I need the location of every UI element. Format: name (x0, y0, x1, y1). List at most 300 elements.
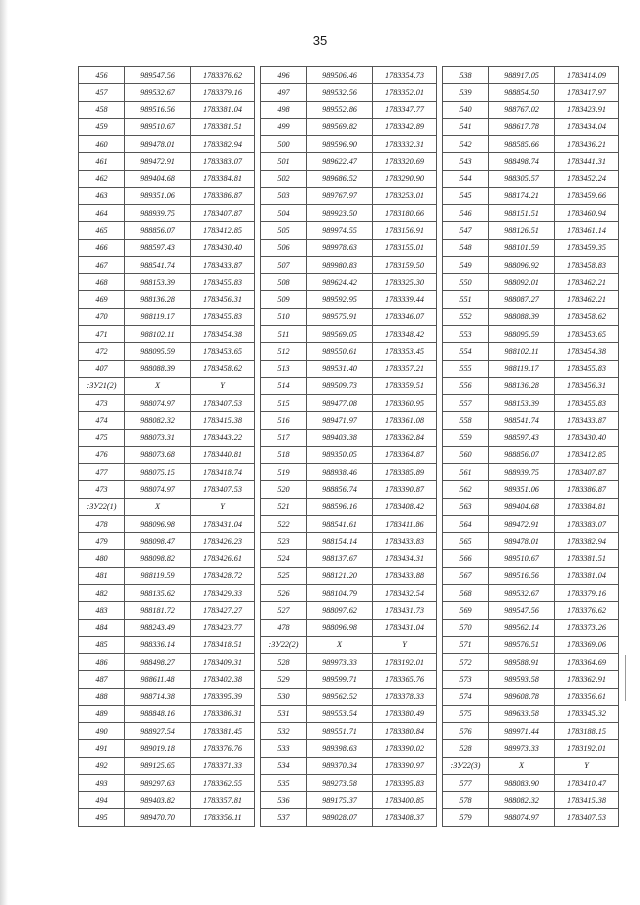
point-number-cell: 485 (79, 636, 125, 653)
table-row (79, 688, 255, 705)
point-number-cell: 482 (79, 584, 125, 601)
x-coordinate-cell: 988854.50 (489, 84, 555, 101)
table-row (79, 67, 255, 84)
x-coordinate-cell: 988126.51 (489, 222, 555, 239)
table-row (79, 481, 255, 498)
x-coordinate-cell: 988336.14 (125, 636, 191, 653)
y-coordinate-cell: 1783383.07 (555, 515, 619, 532)
table-row (261, 274, 437, 291)
point-number-cell: 467 (79, 256, 125, 273)
y-coordinate-cell: 1783426.23 (191, 533, 255, 550)
table-row (443, 705, 619, 722)
point-number-cell: 491 (79, 740, 125, 757)
x-coordinate-cell: 988136.28 (125, 291, 191, 308)
table-row (79, 187, 255, 204)
x-coordinate-cell: 988088.39 (489, 308, 555, 325)
y-coordinate-cell: 1783411.86 (373, 515, 437, 532)
table-row (261, 619, 437, 636)
y-coordinate-cell: 1783380.49 (373, 705, 437, 722)
table-row (261, 688, 437, 705)
y-coordinate-cell: 1783431.04 (191, 515, 255, 532)
x-coordinate-cell: 988305.57 (489, 170, 555, 187)
x-coordinate-cell: 989532.67 (125, 84, 191, 101)
y-coordinate-cell: 1783458.62 (555, 308, 619, 325)
table-row (79, 774, 255, 791)
x-coordinate-cell: 988597.43 (489, 429, 555, 446)
x-coordinate-cell: 988119.17 (125, 308, 191, 325)
table-row (443, 170, 619, 187)
table-row (261, 118, 437, 135)
y-coordinate-cell: 1783339.44 (373, 291, 437, 308)
table-row (79, 619, 255, 636)
y-coordinate-cell: 1783376.62 (555, 602, 619, 619)
y-coordinate-cell: 1783433.87 (191, 256, 255, 273)
x-coordinate-cell: 989477.08 (307, 395, 373, 412)
table-row (261, 809, 437, 826)
point-number-cell: 478 (79, 515, 125, 532)
table-row (79, 792, 255, 809)
table-row (261, 550, 437, 567)
x-coordinate-cell: 988098.82 (125, 550, 191, 567)
point-number-cell: 506 (261, 239, 307, 256)
point-number-cell: 525 (261, 567, 307, 584)
table-row (261, 343, 437, 360)
y-coordinate-cell: 1783462.21 (555, 274, 619, 291)
x-coordinate-cell: 989516.56 (489, 567, 555, 584)
point-number-cell: 457 (79, 84, 125, 101)
table-row (443, 688, 619, 705)
point-number-cell: 474 (79, 412, 125, 429)
x-coordinate-cell: 988848.16 (125, 705, 191, 722)
point-number-cell: 511 (261, 325, 307, 342)
y-coordinate-cell: 1783440.81 (191, 446, 255, 463)
point-number-cell: 487 (79, 671, 125, 688)
table-row (79, 757, 255, 774)
table-row (79, 705, 255, 722)
point-number-cell: 509 (261, 291, 307, 308)
x-coordinate-cell: 988082.32 (489, 792, 555, 809)
point-number-cell: 568 (443, 584, 489, 601)
point-number-cell: 576 (443, 723, 489, 740)
table-row (261, 84, 437, 101)
y-coordinate-cell: 1783385.89 (373, 464, 437, 481)
point-number-cell: 573 (443, 671, 489, 688)
y-coordinate-cell: 1783345.32 (555, 705, 619, 722)
point-number-cell: 569 (443, 602, 489, 619)
y-coordinate-cell: 1783441.31 (555, 153, 619, 170)
point-number-cell: 496 (261, 67, 307, 84)
point-number-cell: 578 (443, 792, 489, 809)
y-coordinate-cell: 1783382.94 (191, 136, 255, 153)
x-coordinate-cell: 989297.63 (125, 774, 191, 791)
table-row (79, 584, 255, 601)
table-row (79, 671, 255, 688)
table-row (79, 723, 255, 740)
point-number-cell: 473 (79, 481, 125, 498)
point-number-cell: 574 (443, 688, 489, 705)
table-row (79, 239, 255, 256)
x-coordinate-cell: 988856.07 (489, 446, 555, 463)
x-coordinate-cell: 988939.75 (125, 205, 191, 222)
y-coordinate-cell: 1783462.21 (555, 291, 619, 308)
table-row (443, 291, 619, 308)
y-coordinate-cell: 1783386.31 (191, 705, 255, 722)
table-row (443, 619, 619, 636)
table-row (79, 533, 255, 550)
y-coordinate-cell: 1783433.88 (373, 567, 437, 584)
y-coordinate-cell: 1783180.66 (373, 205, 437, 222)
point-number-cell: 563 (443, 498, 489, 515)
y-coordinate-cell: 1783395.83 (373, 774, 437, 791)
y-coordinate-cell: 1783423.91 (555, 101, 619, 118)
table-row (79, 325, 255, 342)
point-number-cell: 507 (261, 256, 307, 273)
y-coordinate-cell: 1783376.76 (191, 740, 255, 757)
point-number-cell: 520 (261, 481, 307, 498)
x-coordinate-cell: 989622.47 (307, 153, 373, 170)
point-number-cell: 539 (443, 84, 489, 101)
point-number-cell: 484 (79, 619, 125, 636)
table-row (443, 136, 619, 153)
x-coordinate-cell: 989532.56 (307, 84, 373, 101)
y-coordinate-cell: 1783453.65 (555, 325, 619, 342)
table-row (443, 412, 619, 429)
table-row (79, 654, 255, 671)
table-row (79, 274, 255, 291)
point-number-cell: 461 (79, 153, 125, 170)
point-number-cell: 557 (443, 395, 489, 412)
table-row (79, 412, 255, 429)
table-row (443, 515, 619, 532)
x-coordinate-cell: 988617.78 (489, 118, 555, 135)
table-row (443, 774, 619, 791)
point-number-cell: 458 (79, 101, 125, 118)
y-coordinate-cell: 1783407.87 (555, 464, 619, 481)
table-row (79, 740, 255, 757)
table-row (261, 446, 437, 463)
y-coordinate-cell: 1783458.83 (555, 256, 619, 273)
x-coordinate-cell: 989472.91 (125, 153, 191, 170)
y-coordinate-cell: 1783412.85 (555, 446, 619, 463)
table-row (261, 723, 437, 740)
table-row (443, 464, 619, 481)
x-coordinate-cell: 989019.18 (125, 740, 191, 757)
table-row (261, 515, 437, 532)
x-coordinate-cell: 988541.74 (489, 412, 555, 429)
section-header-row (443, 757, 619, 774)
y-coordinate-cell: 1783433.83 (373, 533, 437, 550)
x-coordinate-cell: 989633.58 (489, 705, 555, 722)
y-coordinate-cell: 1783376.62 (191, 67, 255, 84)
table-row (79, 153, 255, 170)
point-number-cell: 471 (79, 325, 125, 342)
x-coordinate-cell: 989175.37 (307, 792, 373, 809)
y-coordinate-cell: 1783364.87 (373, 446, 437, 463)
point-number-cell: 512 (261, 343, 307, 360)
y-coordinate-cell: 1783159.50 (373, 256, 437, 273)
point-number-cell: 462 (79, 170, 125, 187)
point-number-cell: 561 (443, 464, 489, 481)
point-number-cell: 517 (261, 429, 307, 446)
x-coordinate-cell: 989923.50 (307, 205, 373, 222)
y-coordinate-cell: 1783409.31 (191, 654, 255, 671)
coordinates-table-1 (78, 66, 255, 827)
x-coordinate-cell: 989471.97 (307, 412, 373, 429)
point-number-cell: 499 (261, 118, 307, 135)
point-number-cell: 494 (79, 792, 125, 809)
point-number-cell: 519 (261, 464, 307, 481)
table-row (261, 67, 437, 84)
point-number-cell: 546 (443, 205, 489, 222)
x-coordinate-cell: 989551.71 (307, 723, 373, 740)
x-coordinate-cell: 988098.47 (125, 533, 191, 550)
y-coordinate-cell: 1783402.38 (191, 671, 255, 688)
point-number-cell: 555 (443, 360, 489, 377)
y-coordinate-cell: 1783432.54 (373, 584, 437, 601)
table-row (443, 567, 619, 584)
x-coordinate-cell: 988597.43 (125, 239, 191, 256)
point-number-cell: 551 (443, 291, 489, 308)
x-coordinate-cell: 988083.90 (489, 774, 555, 791)
x-coordinate-cell: 988153.39 (489, 395, 555, 412)
x-coordinate-cell: 989351.06 (489, 481, 555, 498)
y-coordinate-cell: 1783395.39 (191, 688, 255, 705)
y-coordinate-cell: 1783381.51 (191, 118, 255, 135)
table-row (79, 395, 255, 412)
y-coordinate-cell: 1783383.07 (191, 153, 255, 170)
y-coordinate-cell: 1783455.83 (555, 395, 619, 412)
table-row (261, 239, 437, 256)
x-coordinate-cell: 989973.33 (307, 654, 373, 671)
x-coordinate-cell: 988119.17 (489, 360, 555, 377)
y-coordinate-cell: 1783390.87 (373, 481, 437, 498)
table-row (261, 136, 437, 153)
x-coordinate-cell: 989478.01 (489, 533, 555, 550)
x-coordinate-cell: 989028.07 (307, 809, 373, 826)
x-coordinate-cell: 989547.56 (489, 602, 555, 619)
x-coordinate-cell: 989588.91 (489, 654, 555, 671)
x-coordinate-cell: 989686.52 (307, 170, 373, 187)
x-coordinate-cell: 988101.59 (489, 239, 555, 256)
point-number-cell: 544 (443, 170, 489, 187)
point-number-cell: 562 (443, 481, 489, 498)
table-row (79, 291, 255, 308)
y-coordinate-cell: 1783418.74 (191, 464, 255, 481)
y-coordinate-cell: 1783332.31 (373, 136, 437, 153)
x-coordinate-cell: 989576.51 (489, 636, 555, 653)
y-coordinate-cell: 1783386.87 (191, 187, 255, 204)
table-row (79, 515, 255, 532)
x-coordinate-cell: 989509.73 (307, 377, 373, 394)
point-number-cell: 463 (79, 187, 125, 204)
x-coordinate-cell: 989370.34 (307, 757, 373, 774)
y-coordinate-cell: 1783429.33 (191, 584, 255, 601)
y-coordinate-cell: 1783348.42 (373, 325, 437, 342)
table-row (261, 222, 437, 239)
point-number-cell: 492 (79, 757, 125, 774)
x-coordinate-cell: 989472.91 (489, 515, 555, 532)
table-row (261, 101, 437, 118)
point-number-cell: 515 (261, 395, 307, 412)
y-coordinate-cell: 1783434.31 (373, 550, 437, 567)
point-number-cell: 465 (79, 222, 125, 239)
x-coordinate-cell: 989596.90 (307, 136, 373, 153)
y-coordinate-cell: 1783414.09 (555, 67, 619, 84)
y-coordinate-cell: 1783384.81 (191, 170, 255, 187)
point-number-cell: 554 (443, 343, 489, 360)
section-header-row (79, 377, 255, 394)
y-coordinate-cell: 1783192.01 (373, 654, 437, 671)
x-coordinate-cell: 989973.33 (489, 740, 555, 757)
table-row (443, 256, 619, 273)
point-number-cell: 571 (443, 636, 489, 653)
point-number-cell: 550 (443, 274, 489, 291)
point-number-cell: 565 (443, 533, 489, 550)
point-number-cell: 558 (443, 412, 489, 429)
x-coordinate-cell: 989531.40 (307, 360, 373, 377)
table-row (79, 136, 255, 153)
point-number-cell: 505 (261, 222, 307, 239)
x-coordinate-cell: 988074.97 (125, 481, 191, 498)
x-coordinate-cell: 988938.46 (307, 464, 373, 481)
y-coordinate-cell: 1783459.66 (555, 187, 619, 204)
x-coordinate-cell: 989547.56 (125, 67, 191, 84)
y-coordinate-cell: 1783428.72 (191, 567, 255, 584)
x-coordinate-cell: 988927.54 (125, 723, 191, 740)
point-number-cell: 530 (261, 688, 307, 705)
y-coordinate-cell: 1783390.02 (373, 740, 437, 757)
x-coordinate-cell: 989599.71 (307, 671, 373, 688)
point-number-cell: 407 (79, 360, 125, 377)
table-row (79, 308, 255, 325)
x-coordinate-cell: 988153.39 (125, 274, 191, 291)
y-coordinate-cell: 1783352.01 (373, 84, 437, 101)
point-number-cell: 537 (261, 809, 307, 826)
point-number-cell: 472 (79, 343, 125, 360)
table-row (79, 464, 255, 481)
y-coordinate-cell: 1783320.69 (373, 153, 437, 170)
point-number-cell: 466 (79, 239, 125, 256)
y-coordinate-cell: 1783379.16 (555, 584, 619, 601)
x-coordinate-cell: X (307, 636, 373, 653)
point-number-cell: 477 (79, 464, 125, 481)
x-coordinate-cell: 989569.82 (307, 118, 373, 135)
y-coordinate-cell: 1783434.04 (555, 118, 619, 135)
table-row (79, 809, 255, 826)
x-coordinate-cell: 989404.68 (489, 498, 555, 515)
point-number-cell: 495 (79, 809, 125, 826)
point-number-cell: 556 (443, 377, 489, 394)
section-label-cell: :ЗУ22(3) (443, 757, 489, 774)
y-coordinate-cell: 1783407.53 (191, 481, 255, 498)
x-coordinate-cell: 989569.05 (307, 325, 373, 342)
y-coordinate-cell: 1783430.40 (191, 239, 255, 256)
x-coordinate-cell: 989532.67 (489, 584, 555, 601)
x-coordinate-cell: 988073.31 (125, 429, 191, 446)
y-coordinate-cell: 1783290.90 (373, 170, 437, 187)
table-row (79, 636, 255, 653)
section-label-cell: :ЗУ22(2) (261, 636, 307, 653)
x-coordinate-cell: 988856.74 (307, 481, 373, 498)
point-number-cell: 549 (443, 256, 489, 273)
x-coordinate-cell: 989350.05 (307, 446, 373, 463)
point-number-cell: 538 (443, 67, 489, 84)
x-coordinate-cell: 988541.74 (125, 256, 191, 273)
y-coordinate-cell: 1783461.14 (555, 222, 619, 239)
point-number-cell: 533 (261, 740, 307, 757)
x-coordinate-cell: 988856.07 (125, 222, 191, 239)
point-number-cell: 552 (443, 308, 489, 325)
point-number-cell: 526 (261, 584, 307, 601)
y-coordinate-cell: 1783155.01 (373, 239, 437, 256)
y-coordinate-cell: 1783408.42 (373, 498, 437, 515)
point-number-cell: 486 (79, 654, 125, 671)
table-row (261, 774, 437, 791)
y-coordinate-cell: Y (555, 757, 619, 774)
y-coordinate-cell: 1783364.69 (555, 654, 619, 671)
x-coordinate-cell: 989980.83 (307, 256, 373, 273)
page-number: 35 (312, 33, 328, 48)
x-coordinate-cell: 989273.58 (307, 774, 373, 791)
table-row (261, 498, 437, 515)
point-number-cell: 521 (261, 498, 307, 515)
y-coordinate-cell: 1783417.97 (555, 84, 619, 101)
point-number-cell: 478 (261, 619, 307, 636)
x-coordinate-cell: 988541.61 (307, 515, 373, 532)
y-coordinate-cell: 1783357.81 (191, 792, 255, 809)
x-coordinate-cell: 989971.44 (489, 723, 555, 740)
y-coordinate-cell: Y (373, 636, 437, 653)
table-row (443, 274, 619, 291)
table-row (443, 153, 619, 170)
x-coordinate-cell: 988498.27 (125, 654, 191, 671)
table-row (443, 101, 619, 118)
table-row (443, 222, 619, 239)
point-number-cell: 500 (261, 136, 307, 153)
y-coordinate-cell: 1783455.83 (555, 360, 619, 377)
table-row (79, 205, 255, 222)
point-number-cell: 567 (443, 567, 489, 584)
x-coordinate-cell: 988121.20 (307, 567, 373, 584)
section-header-row (79, 498, 255, 515)
point-number-cell: 547 (443, 222, 489, 239)
table-row (443, 792, 619, 809)
table-row (261, 792, 437, 809)
point-number-cell: 473 (79, 395, 125, 412)
table-row (261, 256, 437, 273)
x-coordinate-cell: 989553.54 (307, 705, 373, 722)
y-coordinate-cell: 1783369.06 (555, 636, 619, 653)
y-coordinate-cell: 1783380.84 (373, 723, 437, 740)
table-row (261, 205, 437, 222)
table-row (443, 343, 619, 360)
table-row (261, 395, 437, 412)
x-coordinate-cell: 988767.02 (489, 101, 555, 118)
x-coordinate-cell: 988611.48 (125, 671, 191, 688)
x-coordinate-cell: 989506.46 (307, 67, 373, 84)
x-coordinate-cell: 988074.97 (125, 395, 191, 412)
x-coordinate-cell: 989404.68 (125, 170, 191, 187)
point-number-cell: 498 (261, 101, 307, 118)
table-row (443, 740, 619, 757)
point-number-cell: 540 (443, 101, 489, 118)
table-row (261, 705, 437, 722)
x-coordinate-cell: 988119.59 (125, 567, 191, 584)
x-coordinate-cell: 988243.49 (125, 619, 191, 636)
table-row (79, 343, 255, 360)
point-number-cell: 508 (261, 274, 307, 291)
point-number-cell: 560 (443, 446, 489, 463)
